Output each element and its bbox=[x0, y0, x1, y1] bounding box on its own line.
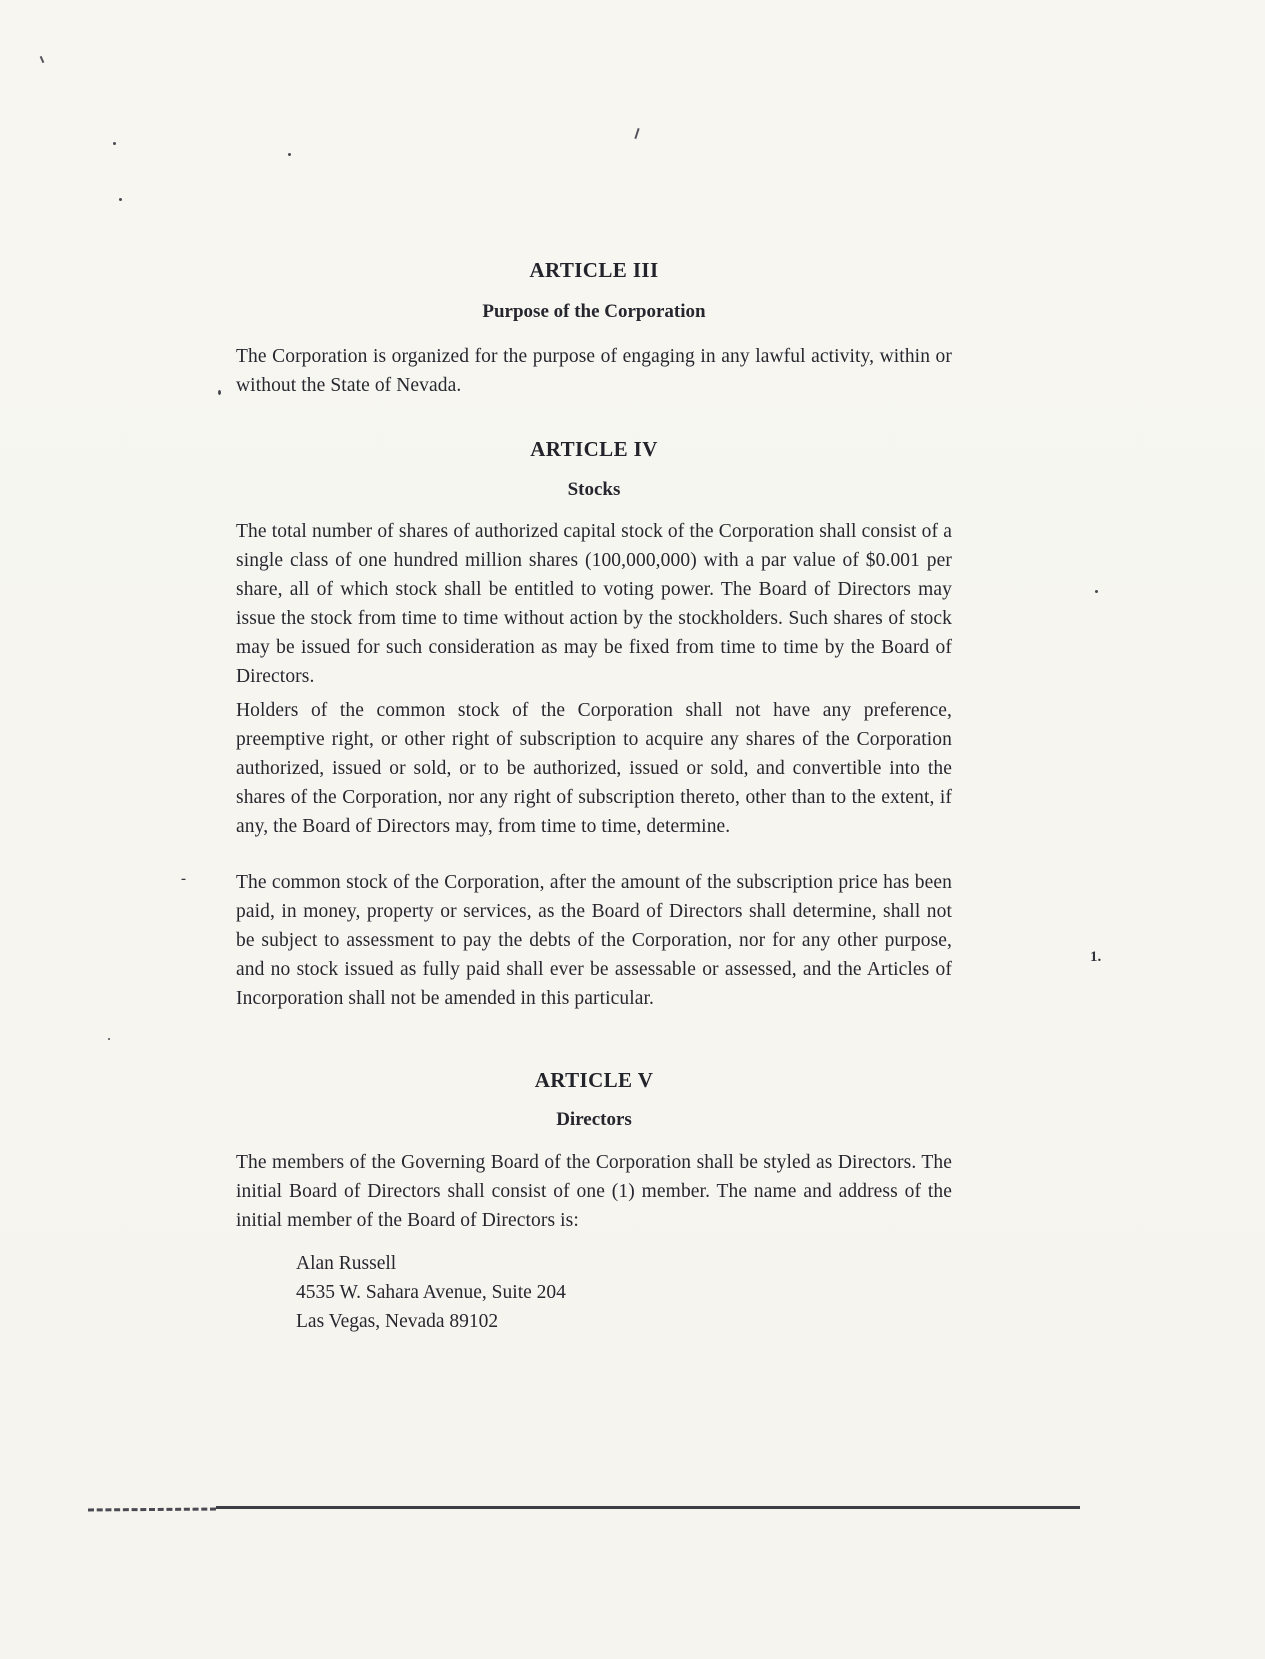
director-city-state-zip: Las Vegas, Nevada 89102 bbox=[296, 1311, 499, 1332]
article-4-heading: ARTICLE IV bbox=[530, 437, 658, 461]
document-content bbox=[236, 0, 952, 1659]
article-3-paragraph: The Corporation is organized for the purpose of engaging in any lawful activity, within or without the State of Nevada. bbox=[236, 346, 952, 396]
scan-artifact-speck bbox=[1095, 590, 1098, 593]
right-margin-number-mark: 1. bbox=[1090, 949, 1102, 965]
scan-artifact-speck bbox=[113, 142, 116, 145]
director-name: Alan Russell bbox=[296, 1253, 397, 1274]
director-street: 4535 W. Sahara Avenue, Suite 204 bbox=[296, 1282, 566, 1303]
bottom-rule-dashed-segment bbox=[88, 1507, 216, 1511]
left-margin-dash-mark: - bbox=[181, 871, 186, 887]
article-4-paragraph-1: The total number of shares of authorized capital stock of the Corporation shall consist of a single class of one hundred million shares (100,000,000) with a par value of $0.001 per share, all of which stock shall be entitled to voting power. The Board of Directors may issue the stock from time to time without action by the stockholders. Such shares of stock may be issued for such consideration as may be fixed from time to time by the Board of Directors. bbox=[236, 521, 952, 687]
article-4-paragraph-3: The common stock of the Corporation, after the amount of the subscription price has been paid, in money, property or services, as the Board of Directors shall determine, shall not be subject to assessment to pay the debts of the Corporation, nor for any other purpose, and no stock issued as fully paid shall ever be assessable or assessed, and the Articles of Incorporation shall not be amended in this particular. bbox=[236, 872, 952, 1009]
scan-artifact-speck bbox=[218, 390, 221, 395]
scan-artifact-tick bbox=[40, 56, 45, 63]
bottom-rule bbox=[88, 1504, 1080, 1510]
article-3-subheading: Purpose of the Corporation bbox=[482, 301, 706, 322]
article-5-paragraph: The members of the Governing Board of the Corporation shall be styled as Directors. The initial Board of Directors shall consist of one (1) member. The name and address of the initial member of the Board of Directors is: bbox=[236, 1152, 952, 1231]
article-5-heading: ARTICLE V bbox=[534, 1068, 654, 1092]
article-4-subheading: Stocks bbox=[567, 479, 621, 500]
director-address-block bbox=[296, 1249, 716, 1336]
article-3-heading: ARTICLE III bbox=[529, 258, 659, 282]
article-5-subheading: Directors bbox=[556, 1109, 632, 1130]
bottom-rule-solid-segment bbox=[216, 1506, 1080, 1509]
scan-artifact-speck bbox=[288, 153, 291, 156]
article-4-paragraph-2: Holders of the common stock of the Corporation shall not have any preference, preemptive right, or other right of subscription to acquire any shares of the Corporation authorized, issued or sold, or to be authorized, issued or sold, and convertible into the shares of the Corporation, nor any right of subscription thereto, other than to the extent, if any, the Board of Directors may, from time to time, determine. bbox=[236, 700, 952, 837]
scan-artifact-speck bbox=[108, 1038, 110, 1040]
scan-artifact-speck bbox=[119, 198, 122, 201]
